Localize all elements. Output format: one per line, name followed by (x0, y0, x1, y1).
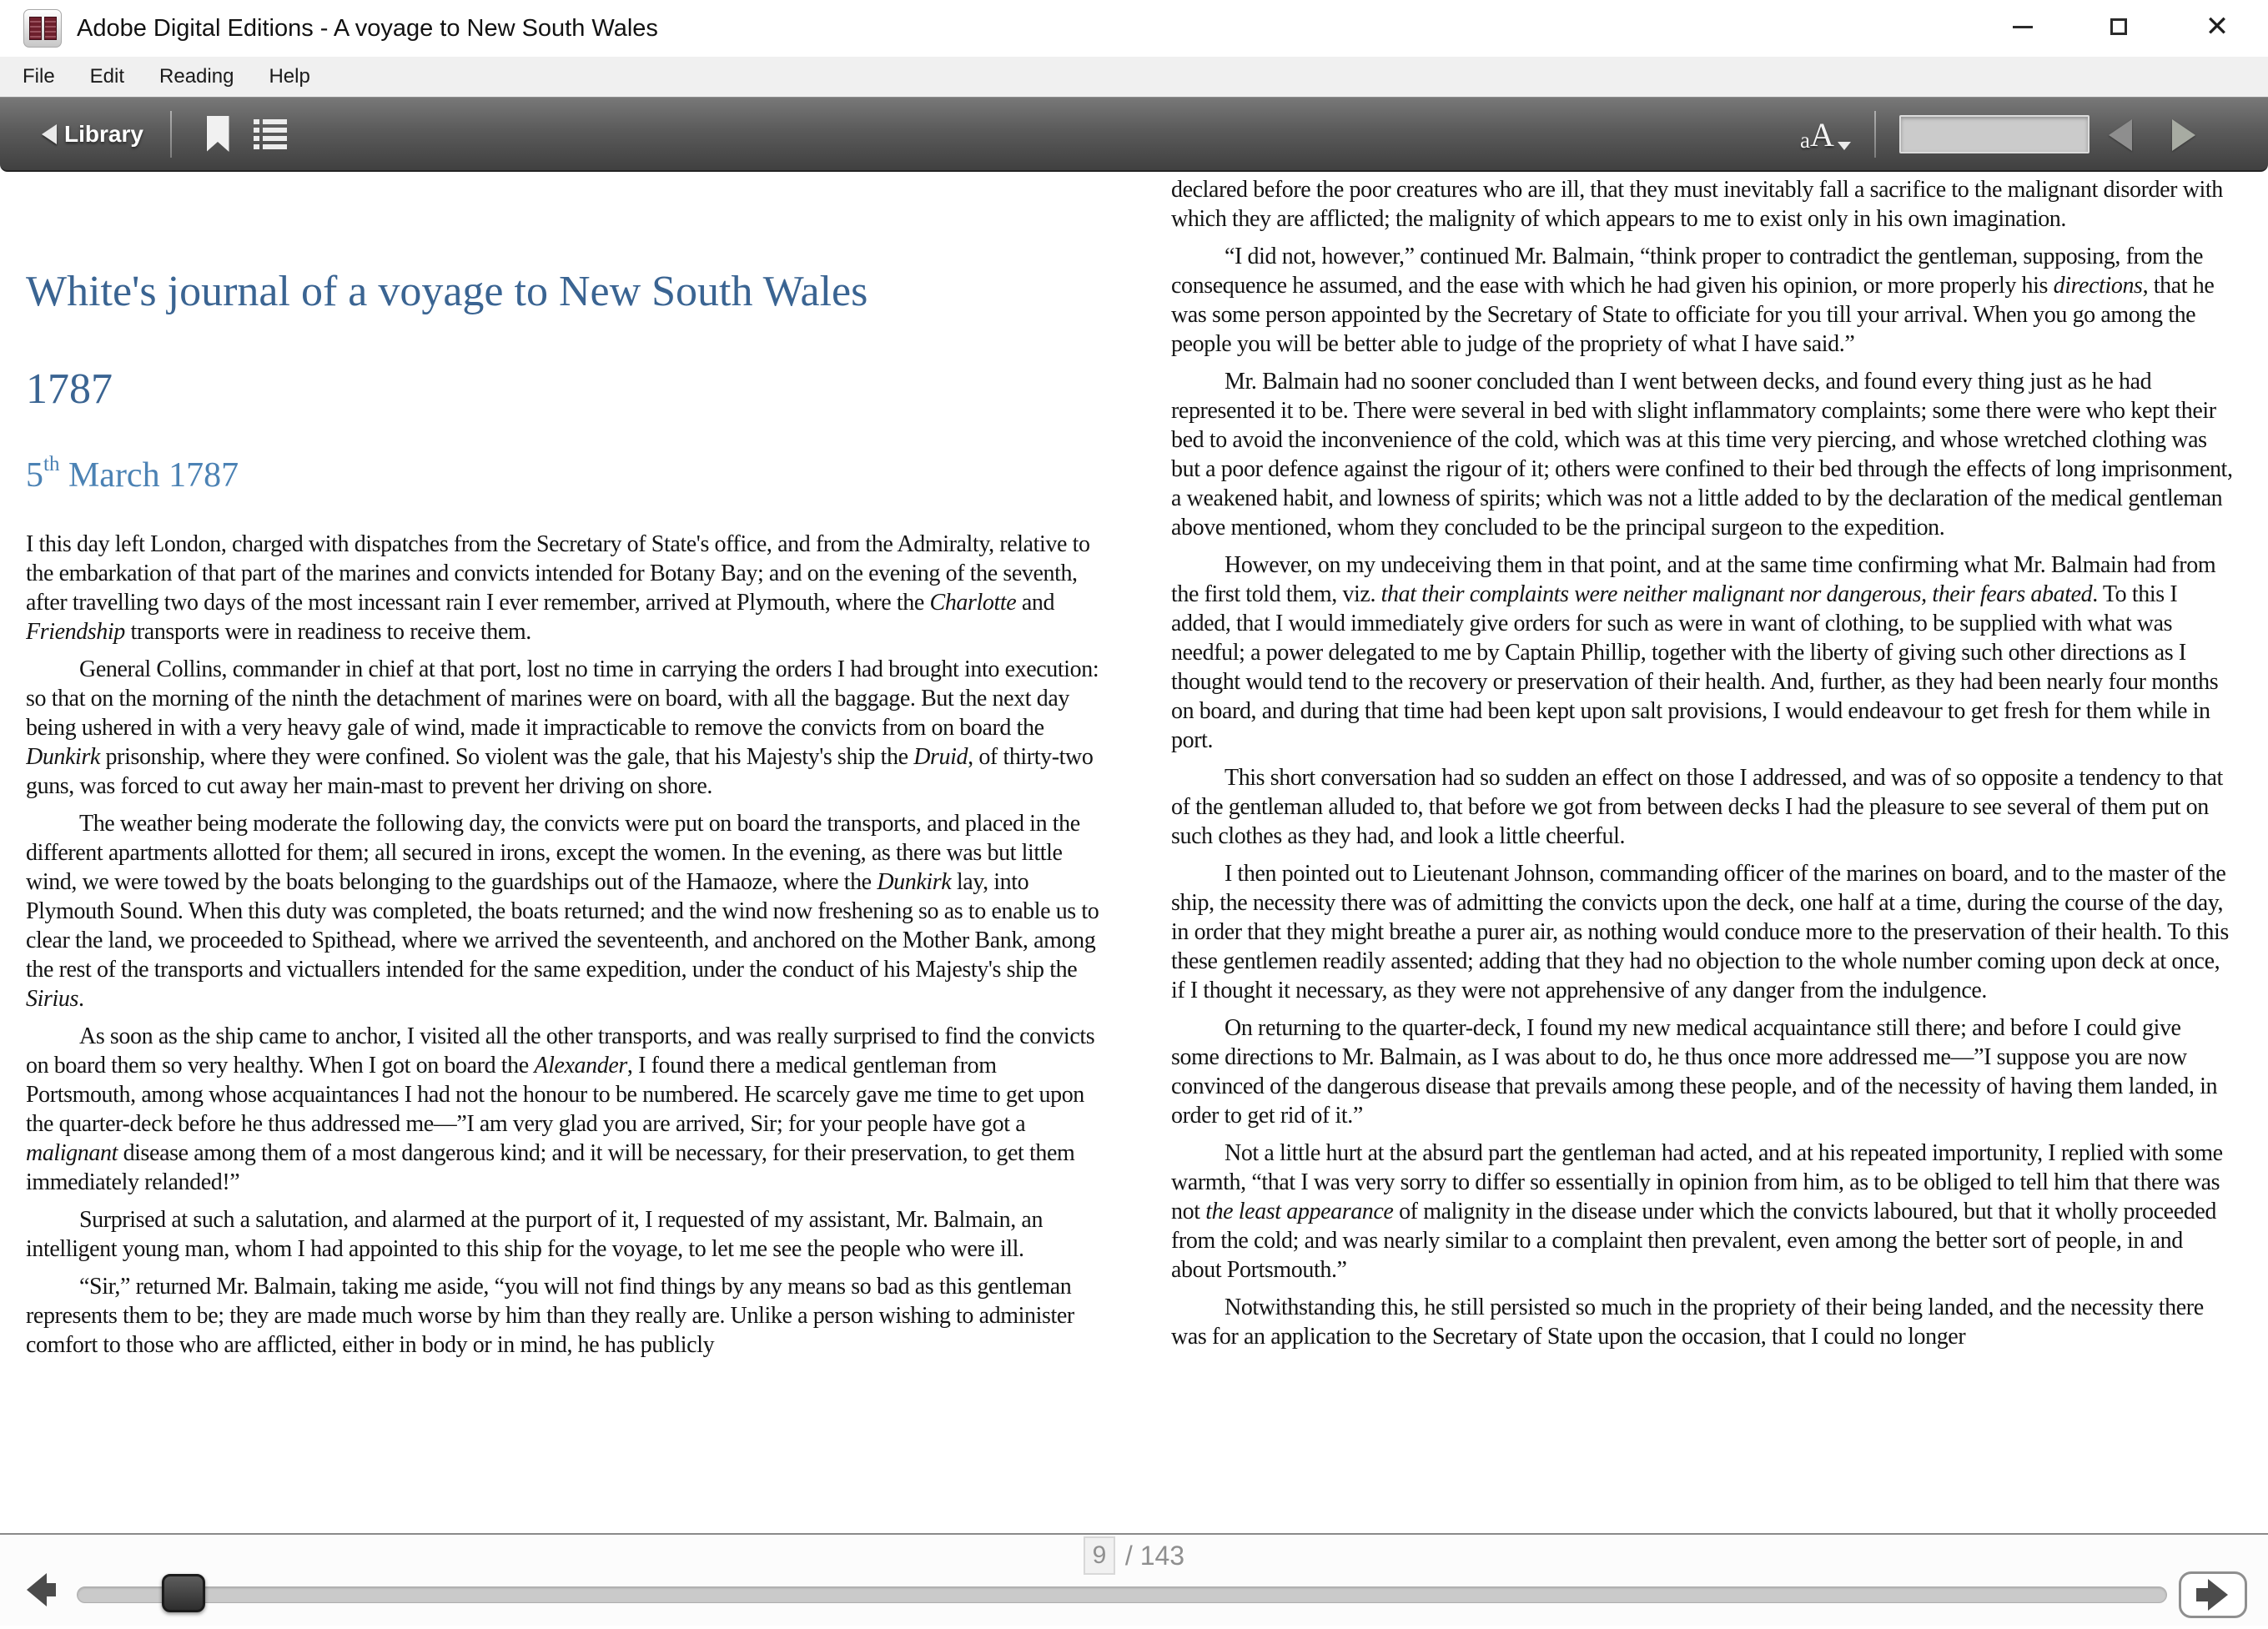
text-size-icon: a (1800, 128, 1810, 153)
book-paragraph: Notwithstanding this, he still persisted so much in the propriety of their being landed, and the necessity there was for an application to the Secretary of State upon the occasion, that I could no longer (1171, 1295, 2204, 1350)
right-column-text (1171, 175, 2234, 1351)
minimize-icon (2013, 26, 2033, 28)
app-icon-page-right (44, 17, 57, 40)
close-button[interactable] (2187, 0, 2247, 53)
book-paragraph: This short conversation had so sudden an effect on those I addressed, and was of so opposite a tendency to that of the gentleman alluded to, that before we got from between decks I had the pleasure to see several of them put on such clothes as they had, and look a little cheerful. (1171, 765, 2223, 849)
toc-list-icon (254, 119, 287, 149)
previous-page-arrow-tail (45, 1583, 56, 1596)
next-page-button[interactable] (2179, 1571, 2247, 1618)
book-paragraph: Surprised at such a salutation, and alarmed at the purport of it, I requested of my assistant, Mr. Balmain, an intelligent young man, whom I had appointed to this ship for the voyage, to let me see the people who were ill. (26, 1207, 1043, 1263)
page-indicator (0, 1536, 2268, 1575)
previous-page-button[interactable] (27, 1573, 57, 1606)
book-paragraph: Mr. Balmain had no sooner concluded than I went between decks, and found every thing just as he had represented it to be. There were several in bed with slight inflammatory complaints; some there were who kept their bed to avoid the inconvenience of the cold, which was at this time very piercing, and whose wretched clothing was but a poor defence against the rigour of it; others were confined to their bed through the effects of long imprisonment, a weakened habit, and lowness of spirits; which was not a little added to by the declaration of the medical gentleman above mentioned, whom they concluded to be the principal surgeon to the expedition. (1171, 369, 2233, 540)
book-paragraph: The weather being moderate the following day, the convicts were put on board the transports, and placed in the different apartments allotted for them; all secured in irons, except the women. In the evening, as there was but little wind, we were towed by the boats belonging to the guardships out of the Hamaoze, where the Dunkirk lay, into Plymouth Sound. When this duty was completed, the boats returned; and the wind now freshening so as to enable us to clear the land, we proceeded to Spithead, where we arrived the seventeenth, and anchored on the Mother Bank, among the rest of the transports and victuallers intended for the same expedition, under the conduct of his Majesty's ship the Sirius. (26, 811, 1099, 1013)
title-bar (0, 0, 2268, 57)
menu-edit[interactable]: Edit (89, 65, 125, 88)
book-paragraph: On returning to the quarter-deck, I found my new medical acquaintance still there; and before I could give some directions to Mr. Balmain, as I was about to do, he thus once more addressed me—”I suppose you are now convinced of the dangerous disease that prevails among these people, and of the necessity of having them landed, in order to get rid of it.” (1171, 1015, 2218, 1129)
nav-back-button[interactable] (2109, 119, 2132, 151)
book-paragraph: declared before the poor creatures who are ill, that they must inevitably fall a sacrifice to the malignant disorder with which they are afflicted; the malignity of which appears to me to exist only in his own imagination. (1171, 177, 2223, 232)
book-title: White's journal of a voyage to New South Wales (26, 268, 868, 315)
book-paragraph: I this day left London, charged with dispatches from the Secretary of State's office, and from the Admiralty, relative to the embarkation of that part of the marines and convicts intended for Botany Bay; and on the evening of the seventh, after travelling two days of the most incessant rain I ever remember, arrived at Plymouth, where the Charlotte and Friendship transports were in readiness to receive them. (26, 531, 1090, 646)
nav-forward-button[interactable] (2172, 119, 2195, 151)
book-paragraph: “Sir,” returned Mr. Balmain, taking me aside, “you will not find things by any means so bad as this gentleman represents them to be; they are made much worse by him than they really are. Unlike a person wishing to administer comfort to those who are afflicted, either in body or in mind, he has publicly (26, 1274, 1074, 1359)
app-icon-page-left (29, 17, 42, 40)
app-icon (23, 9, 62, 48)
book-paragraph: I then pointed out to Lieutenant Johnson, commanding officer of the marines on board, and to the master of the ship, the necessity there was of admitting the convicts upon the deck, one half at a time, during the course of the day, in order that they might breathe a purer air, as nothing would conduce more to the preservation of their health. To this these gentlemen readily assented; adding that they had no objection to the whole number coming upon deck at once, if I thought it necessary, as they were not apprehensive of any danger from the indulgence. (1171, 861, 2229, 1003)
book-paragraph: However, on my undeceiving them in that point, and at the same time confirming what Mr. Balmain had from the first told them, viz. that their complaints were neither malignant nor dangerous, their fears abated. To this I added, that I would immediately give orders for such as were in want of clothing, to be supplied with what was needful; a power delegated to me by Captain Phillip, together with the liberty of giving such other directions as I thought would tend to the recovery or preservation of their health. And, further, as they had been nearly four months on board, and during that time had been kept upon salt provisions, I would endeavour to get fresh for them while in port. (1171, 552, 2219, 753)
library-button[interactable] (42, 98, 143, 170)
book-paragraph: As soon as the ship came to anchor, I visited all the other transports, and was really surprised to find the convicts on board them so very healthy. When I got on board the Alexander, I found there a medical gentleman from Portsmouth, among whose acquaintances I had not the honour to be numbered. He scarcely gave me time to get upon the quarter-deck before he thus addressed me—”I am very glad you are arrived, Sir; for your people have got a malignant disease among them of a most dangerous kind; and it will be necessary, for their preservation, to get them immediately relanded!” (26, 1023, 1095, 1196)
bookmark-button[interactable] (197, 98, 239, 170)
toc-button[interactable] (247, 98, 294, 170)
library-label: Library (64, 120, 143, 147)
minimize-button[interactable] (1993, 0, 2053, 53)
page-slider-thumb[interactable] (162, 1574, 205, 1612)
book-date-heading: 5th March 1787 (26, 452, 239, 495)
maximize-icon (2110, 18, 2127, 35)
page-count-label: / 143 (1124, 1540, 1185, 1571)
text-size-icon-large: A (1809, 116, 1834, 153)
book-paragraph: General Collins, commander in chief at that port, lost no time in carrying the orders I had brought into execution: so that on the morning of the ninth the detachment of marines were on board, with all the baggage. But the next day being ushered in with a very heavy gale of wind, made it impracticable to remove the convicts from on board the Dunkirk prisonship, where they were confined. So violent was the gale, that his Majesty's ship the Druid, of thirty-two guns, was forced to cut away her main-mast to prevent her driving on shore. (26, 656, 1099, 800)
next-page-arrow-icon (2196, 1579, 2230, 1611)
toolbar-divider (1874, 111, 1876, 158)
back-arrow-icon (42, 124, 57, 144)
close-icon: ✕ (2205, 11, 2230, 43)
text-size-button[interactable] (1800, 98, 1851, 170)
page-slider-track[interactable] (77, 1586, 2167, 1603)
window-title: Adobe Digital Editions - A voyage to New South Wales (77, 14, 658, 42)
page-number-input[interactable] (1084, 1536, 1115, 1575)
left-column-text (26, 530, 1104, 1360)
reader-toolbar (0, 97, 2268, 172)
menu-reading[interactable]: Reading (159, 65, 234, 88)
chevron-down-icon (1838, 142, 1851, 150)
book-page-right-column (1171, 170, 2234, 1531)
book-year-heading: 1787 (26, 365, 113, 413)
menu-bar (0, 57, 2268, 97)
menu-file[interactable]: File (23, 65, 55, 88)
book-paragraph: Not a little hurt at the absurd part the gentleman had acted, and at his repeated importunity, I replied with some warmth, “that I was very sorry to differ so essentially in opinion from him, as to be obliged to tell him that there was not the least appearance of malignity in the disease under which the convicts laboured, but that it wholly proceeded from the cold; and was nearly similar to a complaint then prevalent, even among the better sort of people, in and about Portsmouth.” (1171, 1140, 2223, 1283)
menu-help[interactable]: Help (269, 65, 310, 88)
search-input[interactable] (1899, 115, 2089, 153)
book-page-left-column (26, 170, 1104, 1531)
previous-page-arrow-icon (27, 1573, 47, 1606)
toolbar-divider (170, 111, 172, 158)
bookmark-icon (207, 116, 229, 152)
book-paragraph: “I did not, however,” continued Mr. Balmain, “think proper to contradict the gentleman, supposing, from the consequence he assumed, and the ease with which he had given his opinion, or more properly his directions, that he was some person appointed by the Secretary of State to officiate for you till your arrival. When you go among the people you will be better able to judge of the propriety of what I have said.” (1171, 244, 2215, 357)
maximize-button[interactable] (2089, 0, 2149, 53)
